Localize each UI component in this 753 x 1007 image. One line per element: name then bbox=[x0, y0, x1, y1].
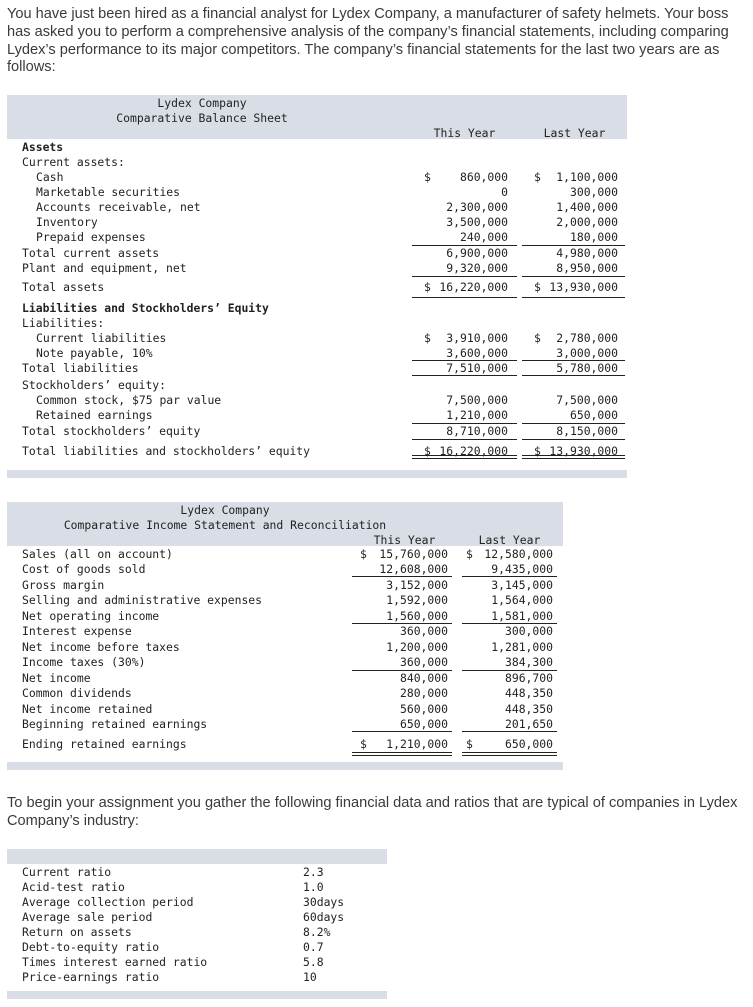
balance-sheet-value-this-year: 7,510,000 bbox=[446, 361, 508, 375]
ratio-value: 2.3 bbox=[303, 865, 324, 879]
middle-paragraph: To begin your assignment you gather the following financial data and ratios that are typical of companies in Lydex Company’s industry: bbox=[7, 795, 738, 829]
ratio-value: 1.0 bbox=[303, 880, 324, 894]
balance-sheet-rule-this bbox=[412, 360, 517, 361]
balance-sheet-rule-last bbox=[522, 297, 625, 298]
income-statement-value-last-year: 448,350 bbox=[504, 686, 553, 700]
balance-sheet-row-label: Total stockholders’ equity bbox=[22, 424, 201, 438]
income-statement-value-last-year: 3,145,000 bbox=[491, 578, 553, 592]
income-statement-rule-last bbox=[462, 576, 557, 577]
balance-sheet-rule-this bbox=[412, 375, 517, 376]
ratio-value: 30days bbox=[303, 895, 345, 909]
income-statement-rule-this bbox=[352, 623, 452, 624]
income-statement-rule-this bbox=[352, 755, 452, 756]
ratios-footer-band bbox=[7, 991, 387, 999]
income-statement-row-label: Ending retained earnings bbox=[22, 737, 187, 751]
income-statement-row-label: Gross margin bbox=[22, 578, 105, 592]
income-statement-value-this-year: 840,000 bbox=[399, 671, 448, 685]
income-statement-footer-band bbox=[7, 762, 563, 770]
balance-sheet-value-last-year: 1,100,000 bbox=[556, 170, 618, 184]
balance-sheet-value-last-year: 8,950,000 bbox=[556, 261, 618, 275]
income-statement-value-last-year: 9,435,000 bbox=[491, 562, 553, 576]
balance-sheet-row-label: Liabilities and Stockholders’ Equity bbox=[22, 301, 269, 315]
balance-sheet-currency-last: $ bbox=[534, 170, 541, 184]
income-statement-value-last-year: 448,350 bbox=[504, 702, 553, 716]
income-statement-value-this-year: 15,760,000 bbox=[379, 547, 448, 561]
income-statement-currency-this: $ bbox=[360, 547, 367, 561]
income-statement-rule-this bbox=[352, 731, 452, 732]
balance-sheet-title-company: Lydex Company bbox=[157, 96, 247, 110]
balance-sheet-rule-this bbox=[412, 439, 517, 440]
balance-sheet-row-label: Note payable, 10% bbox=[36, 346, 153, 360]
balance-sheet-rule-last bbox=[522, 375, 625, 376]
ratio-label: Acid-test ratio bbox=[22, 880, 125, 894]
balance-sheet-value-last-year: 3,000,000 bbox=[556, 346, 618, 360]
income-statement-value-this-year: 12,608,000 bbox=[379, 562, 448, 576]
balance-sheet-currency-this: $ bbox=[424, 280, 431, 294]
balance-sheet-value-this-year: 16,220,000 bbox=[439, 444, 508, 458]
ratio-value: 5.8 bbox=[303, 955, 324, 969]
balance-sheet-value-last-year: 300,000 bbox=[569, 185, 618, 199]
ratio-value: 0.7 bbox=[303, 940, 324, 954]
balance-sheet-rule-last bbox=[522, 360, 625, 361]
balance-sheet-footer-band bbox=[7, 470, 627, 478]
balance-sheet-rule-this bbox=[412, 297, 517, 298]
balance-sheet-value-this-year: 2,300,000 bbox=[446, 200, 508, 214]
ratios-header-band bbox=[7, 849, 387, 864]
balance-sheet-currency-last: $ bbox=[534, 331, 541, 345]
balance-sheet-row-label: Inventory bbox=[36, 215, 98, 229]
income-statement-rule-last bbox=[462, 731, 557, 732]
income-statement-value-this-year: 360,000 bbox=[399, 655, 448, 669]
balance-sheet-value-last-year: 5,780,000 bbox=[556, 361, 618, 375]
income-statement-value-this-year: 560,000 bbox=[399, 702, 448, 716]
balance-sheet-rule-last bbox=[522, 439, 625, 440]
balance-sheet-title: Comparative Balance Sheet bbox=[116, 111, 288, 125]
balance-sheet-value-this-year: 240,000 bbox=[459, 230, 508, 244]
income-statement-row-label: Cost of goods sold bbox=[22, 562, 146, 576]
industry-ratios bbox=[7, 849, 387, 999]
income-statement-currency-this: $ bbox=[360, 737, 367, 751]
ratio-label: Times interest earned ratio bbox=[22, 955, 208, 969]
balance-sheet-value-last-year: 1,400,000 bbox=[556, 200, 618, 214]
ratio-label: Average collection period bbox=[22, 895, 194, 909]
balance-sheet-row-label: Retained earnings bbox=[36, 408, 153, 422]
income-statement-value-this-year: 650,000 bbox=[399, 717, 448, 731]
ratio-label: Average sale period bbox=[22, 910, 153, 924]
income-statement-row-label: Net operating income bbox=[22, 609, 160, 623]
income-statement-value-last-year: 1,581,000 bbox=[491, 609, 553, 623]
income-statement-title-company: Lydex Company bbox=[180, 503, 270, 517]
income-statement bbox=[7, 502, 563, 770]
income-statement-rule-last bbox=[462, 670, 557, 671]
balance-sheet-value-this-year: 3,910,000 bbox=[446, 331, 508, 345]
income-statement-value-this-year: 280,000 bbox=[399, 686, 448, 700]
income-statement-value-last-year: 1,281,000 bbox=[491, 640, 553, 654]
balance-sheet-value-last-year: 13,930,000 bbox=[549, 280, 618, 294]
balance-sheet-currency-this: $ bbox=[424, 331, 431, 345]
ratio-value: 60days bbox=[303, 910, 345, 924]
balance-sheet-rule-last bbox=[522, 423, 625, 424]
balance-sheet-rule-this bbox=[412, 276, 517, 277]
balance-sheet-double-rule-last bbox=[522, 455, 625, 456]
balance-sheet-value-this-year: 6,900,000 bbox=[446, 246, 508, 260]
balance-sheet-row-label: Current liabilities bbox=[36, 331, 167, 345]
balance-sheet-row-label: Liabilities: bbox=[22, 316, 105, 330]
income-statement-rule-this bbox=[352, 670, 452, 671]
income-statement-rule-this bbox=[352, 576, 452, 577]
balance-sheet-value-this-year: 16,220,000 bbox=[439, 280, 508, 294]
balance-sheet-row-label: Accounts receivable, net bbox=[36, 200, 201, 214]
income-statement-col-this-year: This Year bbox=[373, 533, 436, 547]
income-statement-value-this-year: 1,560,000 bbox=[386, 609, 448, 623]
balance-sheet-row-label: Assets bbox=[22, 140, 64, 154]
balance-sheet-row-label: Prepaid expenses bbox=[36, 230, 146, 244]
income-statement-row-label: Income taxes (30%) bbox=[22, 655, 146, 669]
balance-sheet-value-last-year: 2,000,000 bbox=[556, 215, 618, 229]
balance-sheet-value-this-year: 3,600,000 bbox=[446, 346, 508, 360]
intro-paragraph: You have just been hired as a financial analyst for Lydex Company, a manufacturer of safety helmets. Your boss has asked you to perform a comprehensive analysis of the company’s financial statements, including comparing Lydex’s performance to its major competitors. The company’s financial statements for the last two years are as follows: bbox=[7, 6, 729, 76]
income-statement-value-last-year: 201,650 bbox=[504, 717, 553, 731]
balance-sheet-rule-this bbox=[412, 423, 517, 424]
balance-sheet-value-last-year: 2,780,000 bbox=[556, 331, 618, 345]
balance-sheet-row-label: Total liabilities and stockholders’ equity bbox=[22, 444, 311, 458]
income-statement-row-label: Beginning retained earnings bbox=[22, 717, 208, 731]
income-statement-row-label: Net income before taxes bbox=[22, 640, 180, 654]
balance-sheet-currency-last: $ bbox=[534, 280, 541, 294]
income-statement-rule-last bbox=[462, 755, 557, 756]
balance-sheet-row-label: Total liabilities bbox=[22, 361, 139, 375]
balance-sheet-value-last-year: 650,000 bbox=[569, 408, 618, 422]
ratio-label: Price-earnings ratio bbox=[22, 970, 160, 984]
balance-sheet-value-this-year: 3,500,000 bbox=[446, 215, 508, 229]
balance-sheet-double-rule-this bbox=[412, 455, 517, 456]
balance-sheet-rule-last bbox=[522, 245, 625, 246]
income-statement-row-label: Selling and administrative expenses bbox=[22, 593, 263, 607]
ratio-value: 8.2% bbox=[303, 925, 331, 939]
balance-sheet-value-last-year: 7,500,000 bbox=[556, 393, 618, 407]
balance-sheet-row-label: Total current assets bbox=[22, 246, 160, 260]
balance-sheet-row-label: Marketable securities bbox=[36, 185, 181, 199]
income-statement-value-this-year: 1,210,000 bbox=[386, 737, 448, 751]
balance-sheet-row-label: Current assets: bbox=[22, 155, 125, 169]
balance-sheet-value-this-year: 0 bbox=[501, 185, 508, 199]
income-statement-currency-last: $ bbox=[466, 737, 473, 751]
income-statement-currency-last: $ bbox=[466, 547, 473, 561]
balance-sheet-col-this-year: This Year bbox=[433, 126, 496, 140]
ratio-label: Debt-to-equity ratio bbox=[22, 940, 160, 954]
income-statement-row-label: Interest expense bbox=[22, 624, 132, 638]
income-statement-value-last-year: 12,580,000 bbox=[484, 547, 553, 561]
balance-sheet-value-this-year: 8,710,000 bbox=[446, 424, 508, 438]
balance-sheet-value-this-year: 860,000 bbox=[459, 170, 508, 184]
income-statement-rule-this bbox=[352, 752, 452, 753]
balance-sheet-currency-last: $ bbox=[534, 444, 541, 458]
balance-sheet-value-this-year: 7,500,000 bbox=[446, 393, 508, 407]
balance-sheet-currency-this: $ bbox=[424, 444, 431, 458]
balance-sheet-value-last-year: 4,980,000 bbox=[556, 246, 618, 260]
balance-sheet-value-last-year: 180,000 bbox=[569, 230, 618, 244]
ratio-label: Current ratio bbox=[22, 865, 112, 879]
balance-sheet-rule-last bbox=[522, 458, 625, 459]
income-statement-value-this-year: 1,592,000 bbox=[386, 593, 448, 607]
income-statement-title: Comparative Income Statement and Reconciliation bbox=[63, 518, 387, 532]
income-statement-value-last-year: 1,564,000 bbox=[491, 593, 553, 607]
ratio-value: 10 bbox=[303, 970, 317, 984]
income-statement-row-label: Net income retained bbox=[22, 702, 153, 716]
income-statement-value-last-year: 384,300 bbox=[504, 655, 553, 669]
balance-sheet-row-label: Stockholders’ equity: bbox=[22, 378, 167, 392]
balance-sheet-value-this-year: 9,320,000 bbox=[446, 261, 508, 275]
balance-sheet-col-last-year: Last Year bbox=[543, 126, 606, 140]
balance-sheet-rule-this bbox=[412, 245, 517, 246]
income-statement-col-last-year: Last Year bbox=[478, 533, 541, 547]
income-statement-value-this-year: 360,000 bbox=[399, 624, 448, 638]
balance-sheet-rule-last bbox=[522, 276, 625, 277]
balance-sheet-row-label: Total assets bbox=[22, 280, 105, 294]
income-statement-row-label: Common dividends bbox=[22, 686, 132, 700]
income-statement-value-last-year: 300,000 bbox=[504, 624, 553, 638]
balance-sheet-row-label: Common stock, $75 par value bbox=[36, 393, 222, 407]
income-statement-value-this-year: 1,200,000 bbox=[386, 640, 448, 654]
balance-sheet-value-last-year: 13,930,000 bbox=[549, 444, 618, 458]
balance-sheet bbox=[7, 95, 627, 478]
income-statement-row-label: Net income bbox=[22, 671, 91, 685]
balance-sheet-row-label: Cash bbox=[36, 170, 64, 184]
income-statement-rule-last bbox=[462, 752, 557, 753]
income-statement-value-last-year: 896,700 bbox=[504, 671, 553, 685]
income-statement-row-label: Sales (all on account) bbox=[22, 547, 173, 561]
balance-sheet-rule-this bbox=[412, 458, 517, 459]
balance-sheet-currency-this: $ bbox=[424, 170, 431, 184]
balance-sheet-value-this-year: 1,210,000 bbox=[446, 408, 508, 422]
balance-sheet-row-label: Plant and equipment, net bbox=[22, 261, 187, 275]
ratio-label: Return on assets bbox=[22, 925, 132, 939]
balance-sheet-value-last-year: 8,150,000 bbox=[556, 424, 618, 438]
income-statement-rule-last bbox=[462, 623, 557, 624]
income-statement-value-last-year: 650,000 bbox=[504, 737, 553, 751]
income-statement-value-this-year: 3,152,000 bbox=[386, 578, 448, 592]
